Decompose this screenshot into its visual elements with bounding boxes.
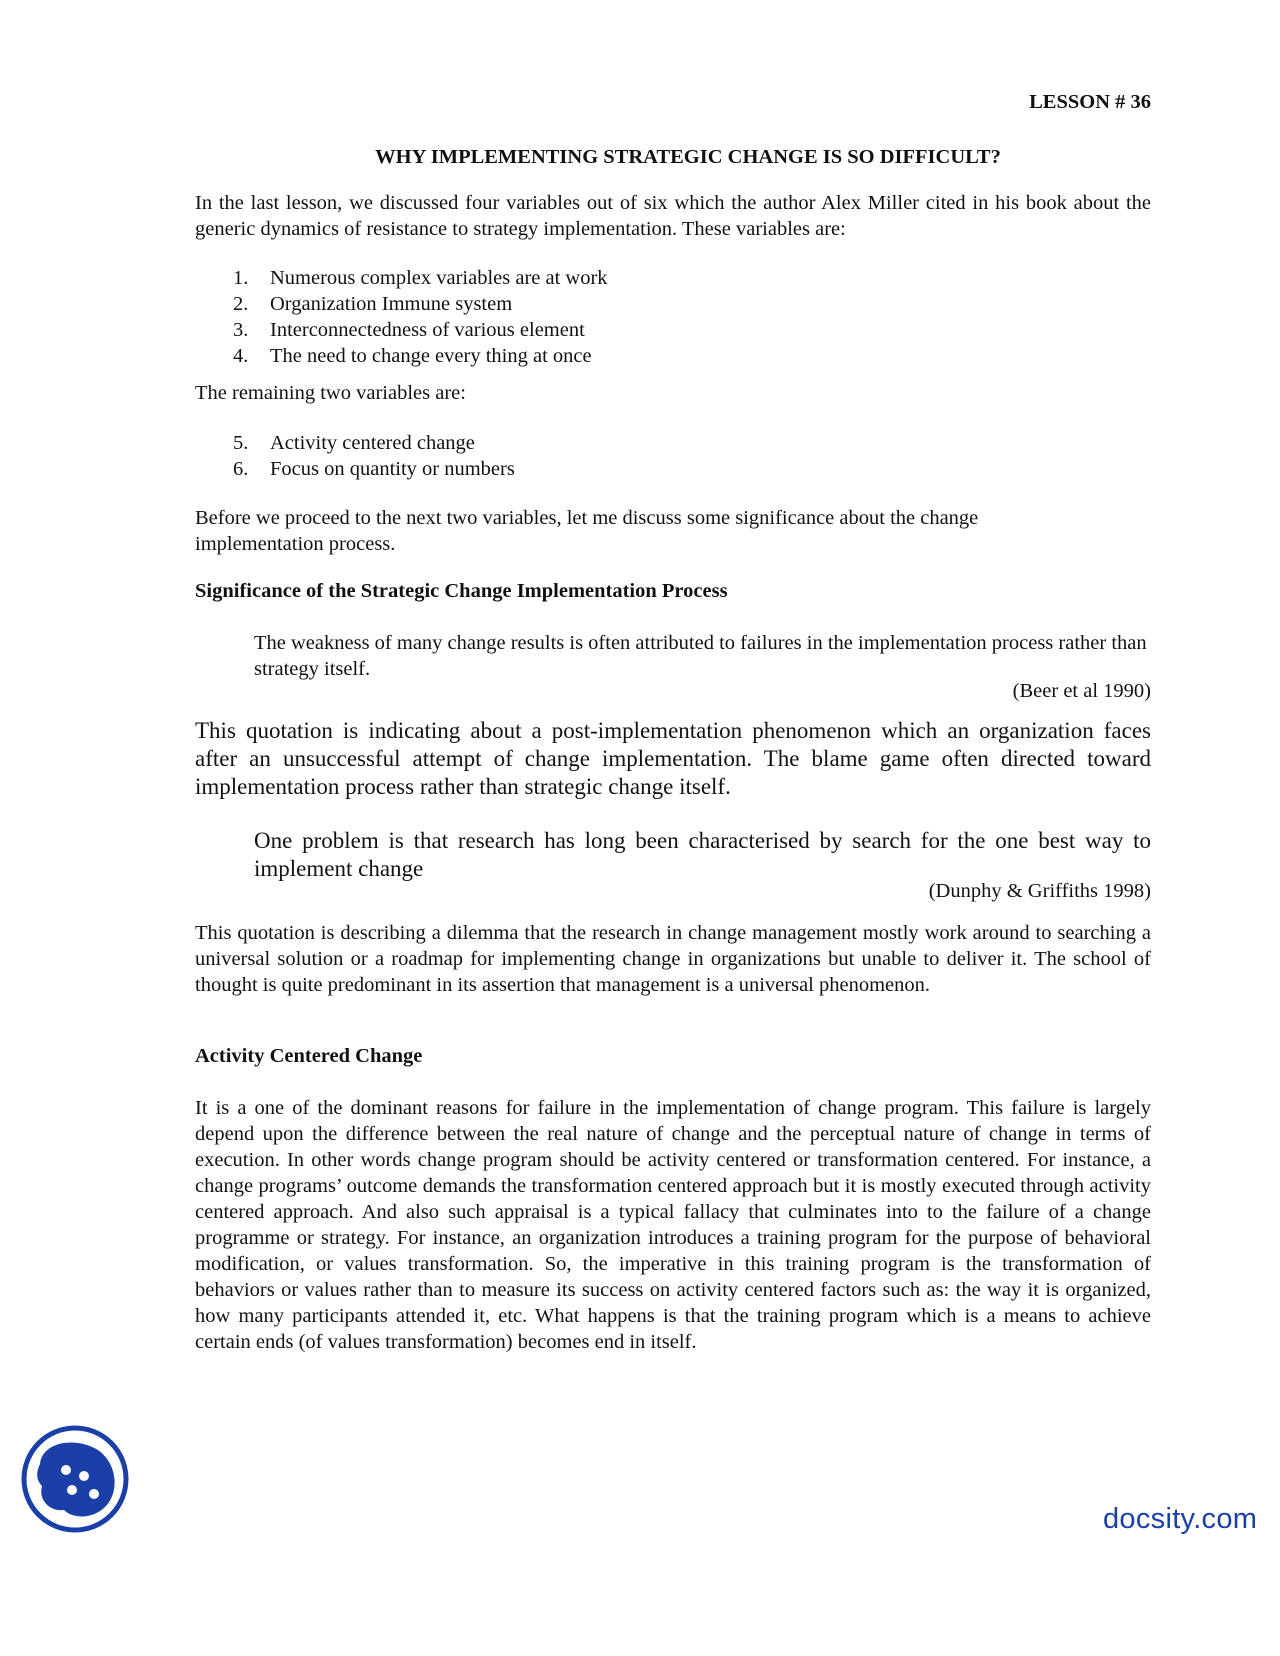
lesson-number: LESSON # 36 bbox=[1029, 91, 1151, 113]
list-item: 1. Numerous complex variables are at work bbox=[233, 267, 608, 289]
paragraph-activity-centered: It is a one of the dominant reasons for failure in the implementation of change program. This failure is largely depend upon the difference between the real nature of change and the perceptual nature of change in terms of execution. In other words change program should be activity centered or transformation centered. For instance, a change programs’ outcome demands the transformation centered approach but it is mostly executed through activity centered approach. And also such appraisal is a typical fallacy that culminates into to the failure of a change programme or strategy. For instance, an organization introduces a training program for the purpose of behavioral modification, or values transformation. So, the imperative in this training program is the transformation of behaviors or values rather than to measure its success on activity centered factors such as: the way it is organized, how many participants attended it, etc. What happens is that the training program which is a means to achieve certain ends (of values transformation) becomes end in itself. bbox=[195, 1097, 1151, 1353]
page-title: WHY IMPLEMENTING STRATEGIC CHANGE IS SO DIFFICULT? bbox=[375, 146, 1001, 168]
list-item: 2. Organization Immune system bbox=[233, 293, 513, 315]
quote-citation: (Dunphy & Griffiths 1998) bbox=[928, 880, 1151, 902]
section-heading-activity: Activity Centered Change bbox=[195, 1045, 423, 1067]
list-item: 3. Interconnectedness of various element bbox=[233, 319, 585, 341]
variables-list-2 bbox=[233, 430, 933, 482]
docsity-brand-link[interactable]: docsity.com bbox=[1103, 1503, 1258, 1535]
quote-citation: (Beer et al 1990) bbox=[1012, 680, 1151, 702]
variables-list-1 bbox=[233, 265, 933, 369]
paragraph-post-implementation: This quotation is indicating about a post-implementation phenomenon which an organization faces after an unsuccessful attempt of change implementation. The blame game often directed toward implementation process rather than strategic change itself. bbox=[195, 718, 1151, 799]
list-item: 4. The need to change every thing at once bbox=[233, 345, 592, 367]
quote-dunphy: One problem is that research has long been characterised by search for the one best way to implement change bbox=[254, 828, 1151, 881]
before-paragraph: Before we proceed to the next two variables, let me discuss some significance about the change implementation process. bbox=[195, 507, 979, 555]
list-item: 6. Focus on quantity or numbers bbox=[233, 458, 515, 480]
docsity-logo-icon bbox=[20, 1424, 130, 1534]
list-item: 5. Activity centered change bbox=[233, 432, 475, 454]
intro-paragraph: In the last lesson, we discussed four variables out of six which the author Alex Miller cited in his book about the generic dynamics of resistance to strategy implementation. These variables are: bbox=[195, 192, 1151, 240]
paragraph-dilemma: This quotation is describing a dilemma that the research in change management mostly work around to searching a universal solution or a roadmap for implementing change in organizations but unable to deliver it. The school of thought is quite predominant in its assertion that management is a universal phenomenon. bbox=[195, 922, 1151, 996]
section-heading-significance: Significance of the Strategic Change Implementation Process bbox=[195, 580, 728, 602]
quote-beer: The weakness of many change results is often attributed to failures in the implementation process rather than strategy itself. bbox=[254, 632, 1147, 680]
remaining-text: The remaining two variables are: bbox=[195, 382, 466, 404]
